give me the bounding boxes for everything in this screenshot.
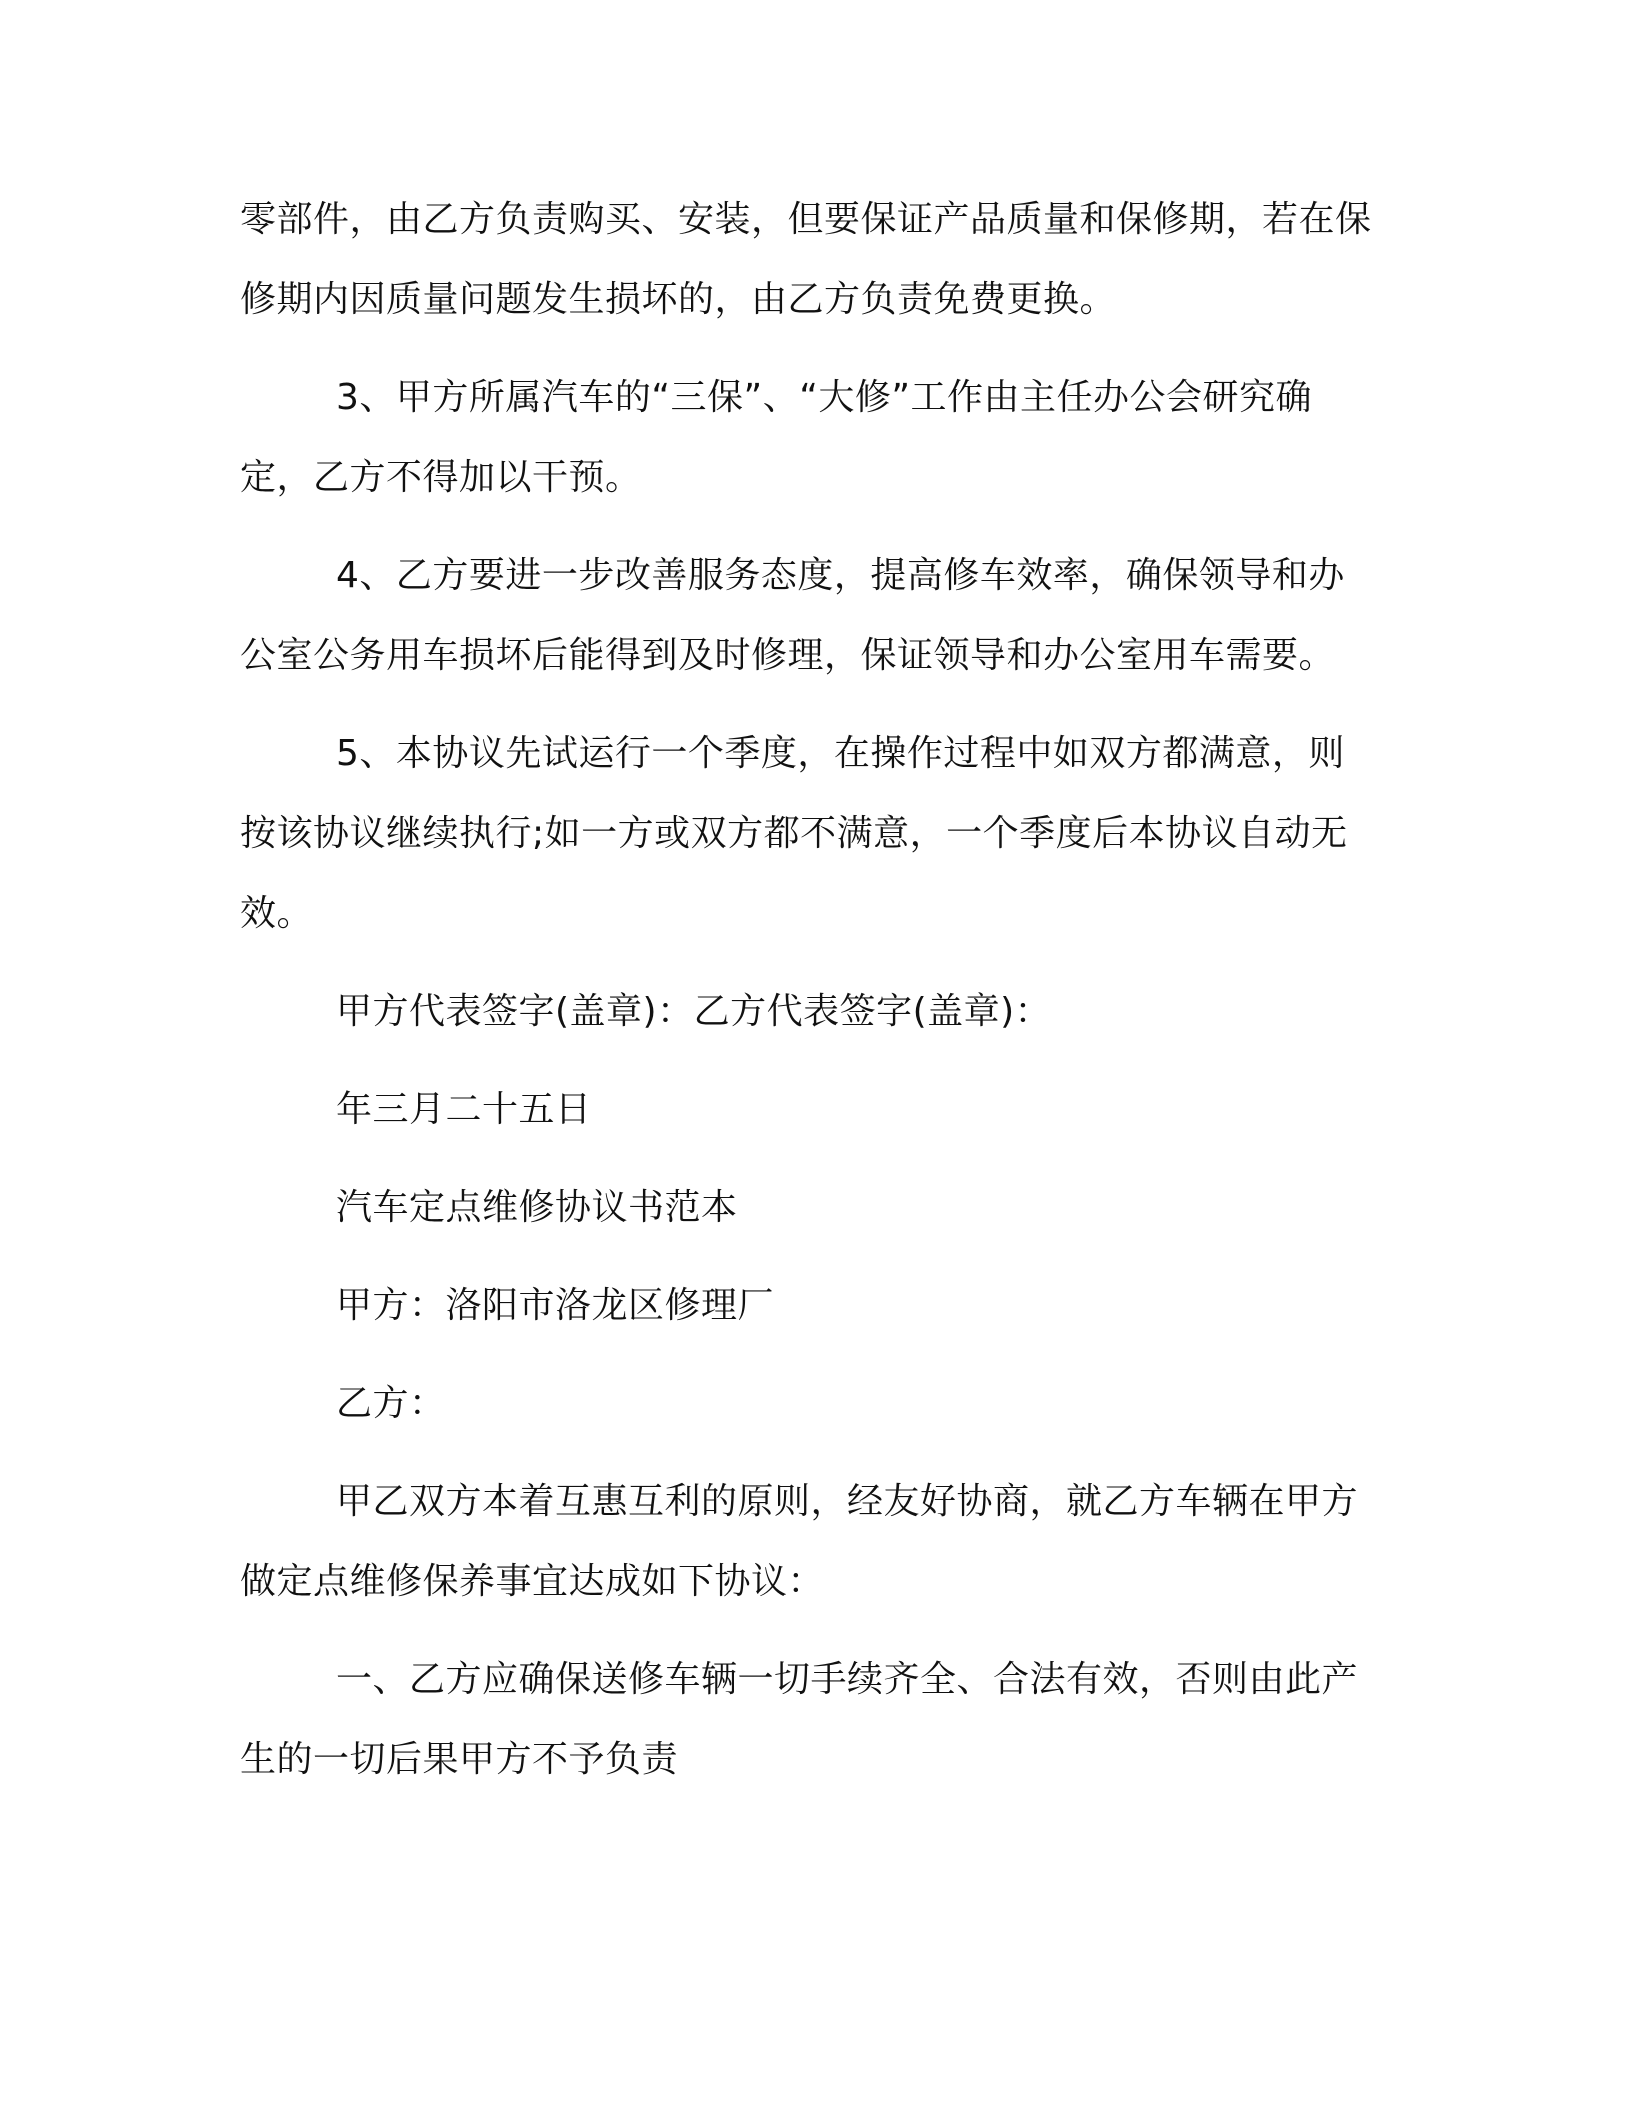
party-a-line: 甲方：洛阳市洛龙区修理厂 [336,1285,775,1326]
paragraph-parts-warranty: 零部件，由乙方负责购买、安装，但要保证产品质量和保修期，若在保修期内因质量问题发生损坏的，由乙方负责免费更换。 [240,199,1372,320]
paragraph-clause-one: 一、乙方应确保送修车辆一切手续齐全、合法有效，否则由此产生的一切后果甲方不予负责 [240,1659,1359,1780]
paragraph-clause-4: 4、乙方要进一步改善服务态度，提高修车效率，确保领导和办公室公务用车损坏后能得到及时修理，保证领导和办公室用车需要。 [240,555,1345,676]
paragraph-clause-3: 3、甲方所属汽车的“三保”、“大修”工作由主任办公会研究确定，乙方不得加以干预。 [240,377,1313,498]
signature-line: 甲方代表签字(盖章)：乙方代表签字(盖章)： [336,991,1052,1032]
paragraph-clause-5: 5、本协议先试运行一个季度，在操作过程中如双方都满意，则按该协议继续执行;如一方或双方都不满意，一个季度后本协议自动无效。 [240,733,1348,934]
document-body [240,180,1380,1818]
paragraph-preamble: 甲乙双方本着互惠互利的原则，经友好协商，就乙方车辆在甲方做定点维修保养事宜达成如下协议： [240,1481,1359,1602]
party-b-line: 乙方： [336,1383,446,1424]
date-line: 年三月二十五日 [336,1089,592,1130]
document-title: 汽车定点维修协议书范本 [336,1187,738,1228]
